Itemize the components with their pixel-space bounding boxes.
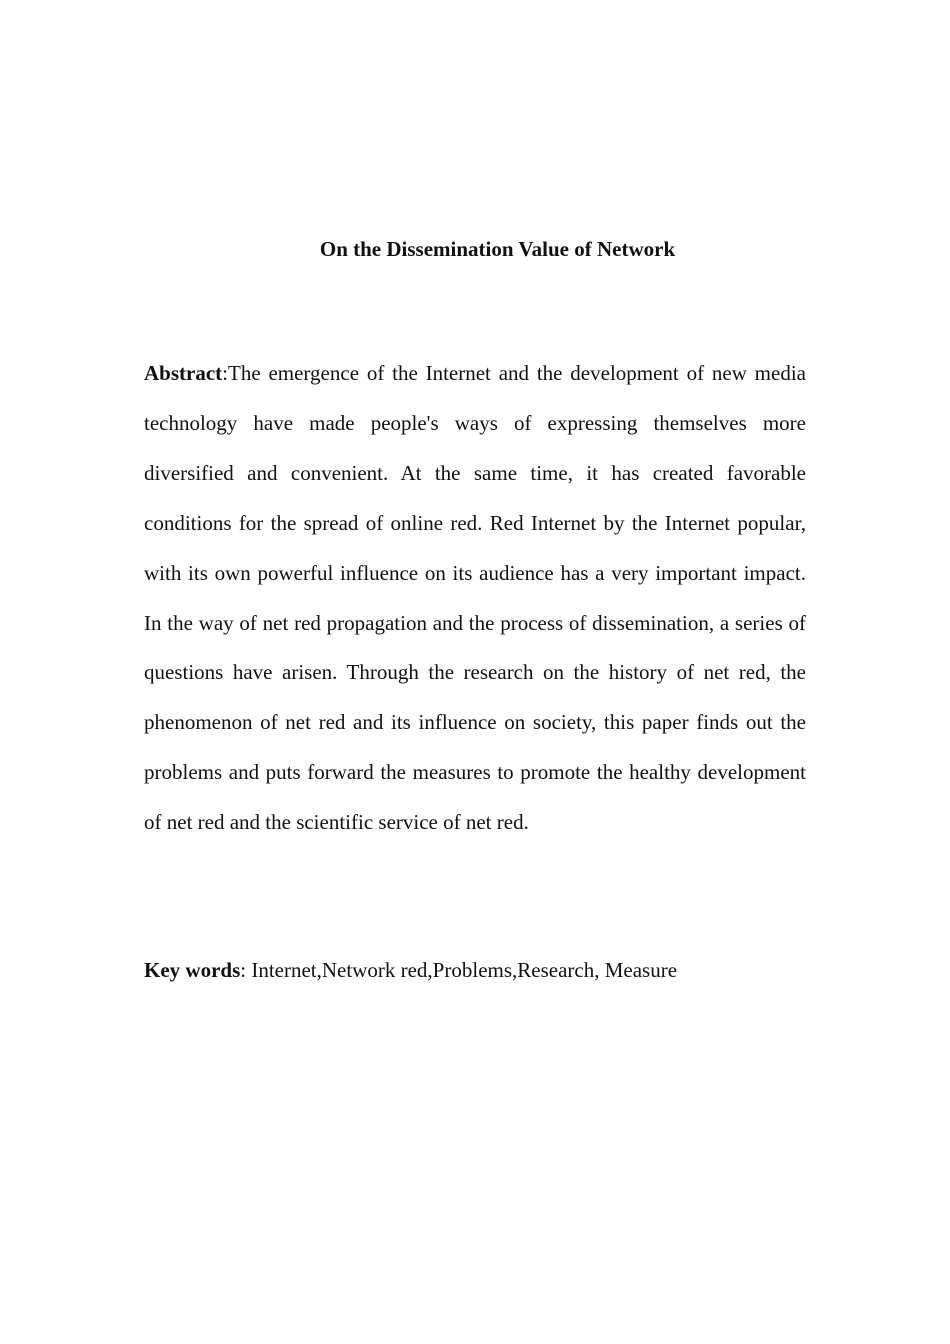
abstract-paragraph (144, 349, 806, 848)
abstract-text: The emergence of the Internet and the development of new media technology have made people's ways of expressing themselves more diversified and convenient. At the same time, it has created favorable conditions for the spread of online red. Red Internet by the Internet popular, with its own powerful influence on its audience has a very important impact. In the way of net red propagation and the process of dissemination, a series of questions have arisen. Through the research on the history of net red, the phenomenon of net red and its influence on society, this paper finds out the problems and puts forward the measures to promote the healthy development of net red and the scientific service of net red. (144, 361, 806, 835)
abstract-label: Abstract (144, 361, 223, 385)
keywords-text: Internet,Network red,Problems,Research, Measure (251, 958, 678, 982)
keywords-separator: : (240, 958, 252, 982)
keywords-label: Key words (144, 958, 241, 982)
paper-title: On the Dissemination Value of Network (319, 237, 676, 261)
keywords-line (144, 946, 844, 996)
abstract-separator: : (222, 361, 228, 385)
